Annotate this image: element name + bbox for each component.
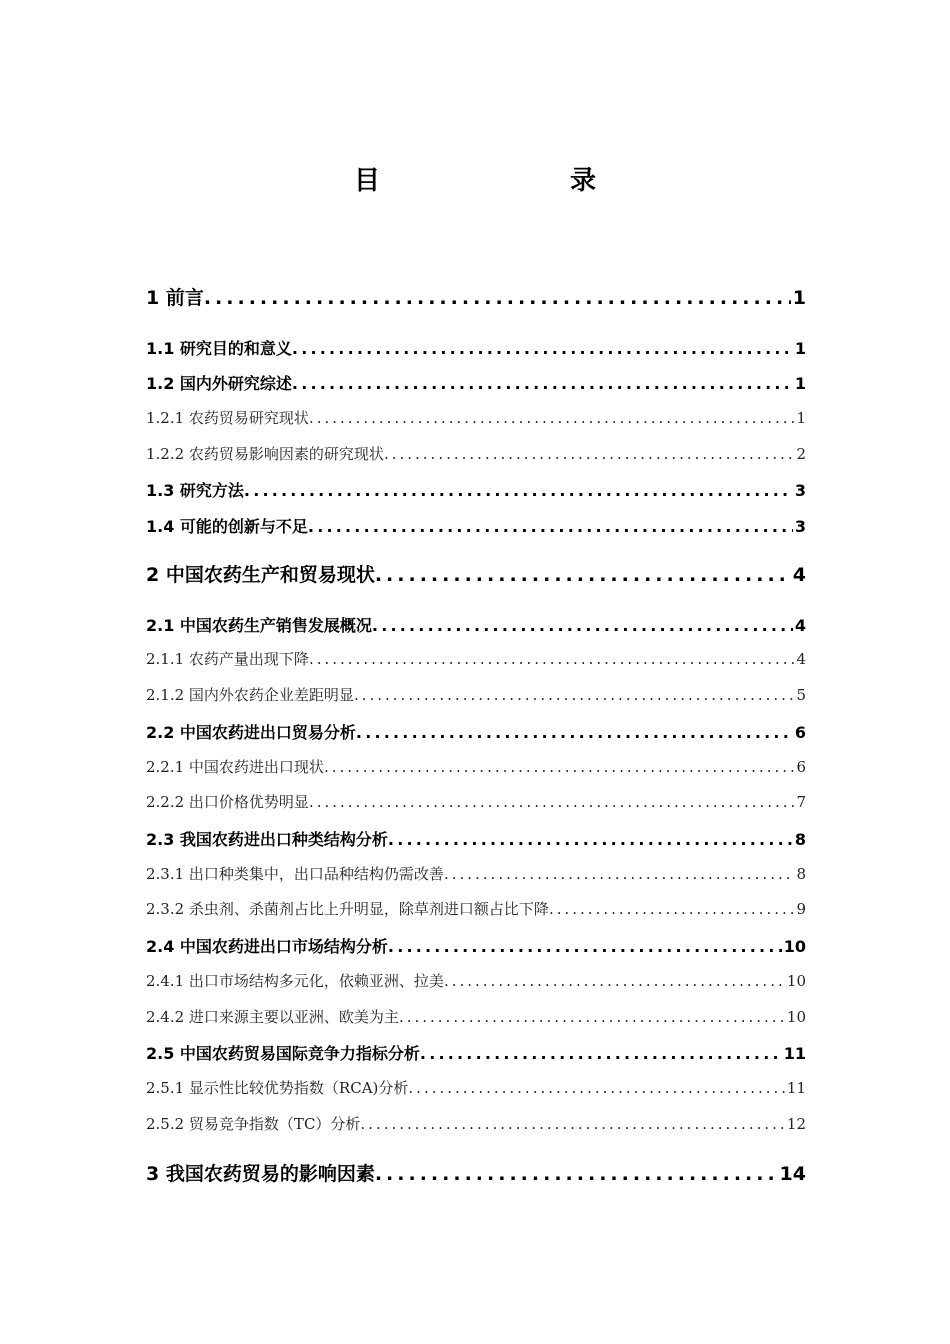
toc-leader-dots	[309, 793, 795, 811]
toc-entry-label: 2.4.1 出口市场结构多元化，依赖亚洲、拉美	[146, 972, 444, 990]
toc-title: 目 录	[353, 166, 642, 196]
toc-entry-label: 2.2 中国农药进出口贸易分析	[146, 723, 356, 742]
toc-leader-dots	[408, 1079, 785, 1097]
toc-entry-label: 2.3 我国农药进出口种类结构分析	[146, 830, 388, 849]
toc-entry-page: 12	[786, 1115, 806, 1133]
toc-entry-label: 1.1 研究目的和意义	[146, 339, 292, 358]
toc-entry-page: 4	[796, 650, 806, 668]
toc-entry[interactable]	[146, 336, 806, 359]
toc-leader-dots	[444, 972, 785, 990]
toc-leader-dots	[204, 287, 791, 309]
toc-entry-label: 2.3.1 出口种类集中，出口品种结构仍需改善	[146, 865, 444, 883]
toc-entry[interactable]	[146, 1159, 806, 1186]
toc-entry-label: 2.4.2 进口来源主要以亚洲、欧美为主	[146, 1008, 399, 1026]
toc-entry[interactable]	[146, 970, 806, 991]
toc-entry-page: 6	[794, 723, 806, 742]
toc-leader-dots	[375, 564, 791, 586]
toc-entry[interactable]	[146, 1113, 806, 1134]
toc-entry-label: 1.2.1 农药贸易研究现状	[146, 409, 309, 427]
toc-entry-page: 4	[792, 564, 806, 586]
toc-entry[interactable]	[146, 898, 806, 919]
toc-entry[interactable]	[146, 756, 806, 777]
toc-leader-dots	[309, 409, 795, 427]
toc-entry-label: 2.3.2 杀虫剂、杀菌剂占比上升明显，除草剂进口额占比下降	[146, 900, 549, 918]
toc-entry-page: 3	[794, 481, 806, 500]
toc-entry-label: 2.4 中国农药进出口市场结构分析	[146, 937, 388, 956]
toc-entry-label: 2.1 中国农药生产销售发展概况	[146, 616, 372, 635]
toc-entry[interactable]	[146, 1077, 806, 1098]
toc-entry[interactable]	[146, 371, 806, 394]
toc-leader-dots	[356, 723, 793, 742]
toc-leader-dots	[292, 339, 793, 358]
toc-entry-label: 2.1.1 农药产量出现下降	[146, 650, 309, 668]
toc-entry-page: 8	[796, 865, 806, 883]
toc-entry[interactable]	[146, 560, 806, 587]
toc-entry-page: 7	[796, 793, 806, 811]
toc-entry-label: 2.5 中国农药贸易国际竞争力指标分析	[146, 1044, 420, 1063]
toc-entry[interactable]	[146, 443, 806, 464]
toc-entry[interactable]	[146, 514, 806, 537]
toc-entry[interactable]	[146, 1041, 806, 1064]
toc-entry-label: 2.1.2 国内外农药企业差距明显	[146, 686, 354, 704]
toc-entry-page: 9	[796, 900, 806, 918]
toc-entry[interactable]	[146, 863, 806, 884]
toc-entry-label: 1 前言	[146, 287, 204, 309]
toc-entry-page: 1	[796, 409, 806, 427]
toc-entry-label: 1.2 国内外研究综述	[146, 374, 292, 393]
toc-entry-label: 2.5.2 贸易竞争指数（TC）分析	[146, 1115, 361, 1133]
toc-leader-dots	[388, 830, 793, 849]
toc-entry-page: 1	[794, 374, 806, 393]
toc-entry-page: 2	[796, 445, 806, 463]
toc-leader-dots	[388, 937, 782, 956]
toc-entry[interactable]	[146, 407, 806, 428]
toc-leader-dots	[292, 374, 793, 393]
toc-entry-page: 11	[786, 1079, 806, 1097]
toc-entry-page: 1	[792, 287, 806, 309]
toc-entry-page: 10	[786, 1008, 806, 1026]
toc-leader-dots	[244, 481, 793, 500]
toc-leader-dots	[360, 1115, 784, 1133]
toc-entry-page: 10	[786, 972, 806, 990]
toc-leader-dots	[324, 758, 795, 776]
toc-leader-dots	[372, 616, 793, 635]
toc-entry-page: 8	[794, 830, 806, 849]
toc-leader-dots	[444, 865, 795, 883]
toc-entry-label: 1.3 研究方法	[146, 481, 244, 500]
toc-entry[interactable]	[146, 613, 806, 636]
toc-entry[interactable]	[146, 720, 806, 743]
toc-leader-dots	[309, 650, 795, 668]
toc-leader-dots	[308, 517, 793, 536]
toc-entry[interactable]	[146, 934, 806, 957]
toc-leader-dots	[399, 1008, 785, 1026]
toc-entry-label: 2 中国农药生产和贸易现状	[146, 564, 375, 586]
toc-leader-dots	[420, 1044, 782, 1063]
toc-entry-page: 6	[796, 758, 806, 776]
toc-entry-page: 11	[783, 1044, 806, 1063]
toc-entry[interactable]	[146, 684, 806, 705]
toc-entry-label: 1.4 可能的创新与不足	[146, 517, 308, 536]
toc-entry[interactable]	[146, 1006, 806, 1027]
toc-leader-dots	[354, 686, 795, 704]
toc-entry-page: 14	[779, 1163, 806, 1185]
toc-entry-label: 2.2.2 出口价格优势明显	[146, 793, 309, 811]
toc-entry-page: 3	[794, 517, 806, 536]
toc-entry-page: 10	[783, 937, 806, 956]
toc-entry-label: 2.5.1 显示性比较优势指数（RCA)分析	[146, 1079, 409, 1097]
toc-entry-page: 5	[796, 686, 806, 704]
toc-leader-dots	[375, 1163, 778, 1185]
toc-entry[interactable]	[146, 827, 806, 850]
toc-entry[interactable]	[146, 283, 806, 310]
toc-entry[interactable]	[146, 648, 806, 669]
toc-entry[interactable]	[146, 478, 806, 501]
toc-entry-page: 1	[794, 339, 806, 358]
toc-leader-dots	[384, 445, 795, 463]
toc-leader-dots	[549, 900, 795, 918]
toc-entry-label: 2.2.1 中国农药进出口现状	[146, 758, 324, 776]
toc-entry[interactable]	[146, 791, 806, 812]
toc-entry-label: 1.2.2 农药贸易影响因素的研究现状	[146, 445, 384, 463]
toc-entry-page: 4	[794, 616, 806, 635]
toc-entry-label: 3 我国农药贸易的影响因素	[146, 1163, 375, 1185]
